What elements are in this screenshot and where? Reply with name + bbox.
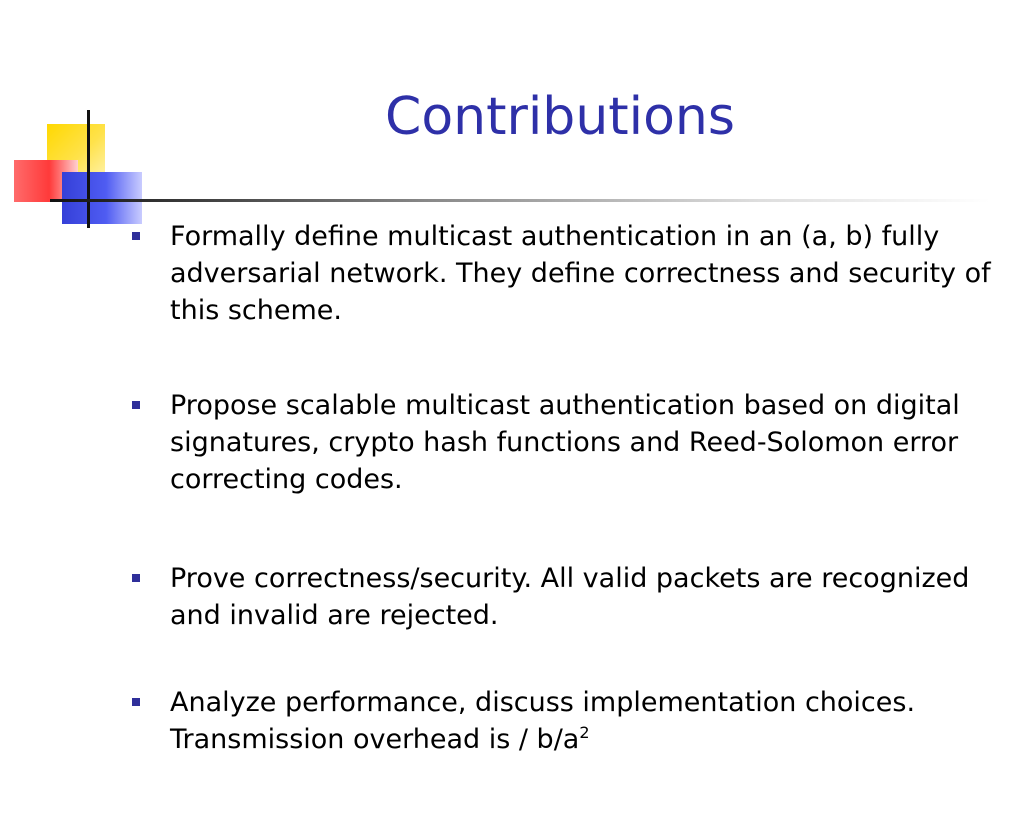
bullet-text: Prove correctness/security. All valid packets are recognized and invalid are rejected. [170, 563, 970, 631]
bullet-item [128, 387, 998, 498]
bullet-square-icon [132, 698, 140, 706]
bullet-square-icon [132, 232, 140, 240]
superscript-exponent: 2 [579, 723, 590, 742]
bullet-text: Analyze performance, discuss implementation choices. Transmission overhead is / b/a [170, 687, 916, 755]
bullet-text: Propose scalable multicast authentication based on digital signatures, crypto hash functions and Reed-Solomon error correcting codes. [170, 390, 960, 495]
bullet-item [128, 684, 998, 758]
blue-square-shape [62, 172, 142, 224]
vertical-divider-line [87, 110, 90, 228]
slide-title: Contributions [385, 87, 735, 147]
bullet-list [128, 218, 998, 816]
bullet-item [128, 560, 998, 634]
bullet-square-icon [132, 401, 140, 409]
bullet-square-icon [132, 574, 140, 582]
bullet-text: Formally define multicast authentication in an (a, b) fully adversarial network. They define correctness and security of this scheme. [170, 221, 991, 326]
bullet-item [128, 218, 998, 329]
horizontal-divider-line [50, 199, 990, 202]
decorative-logo [0, 0, 170, 240]
